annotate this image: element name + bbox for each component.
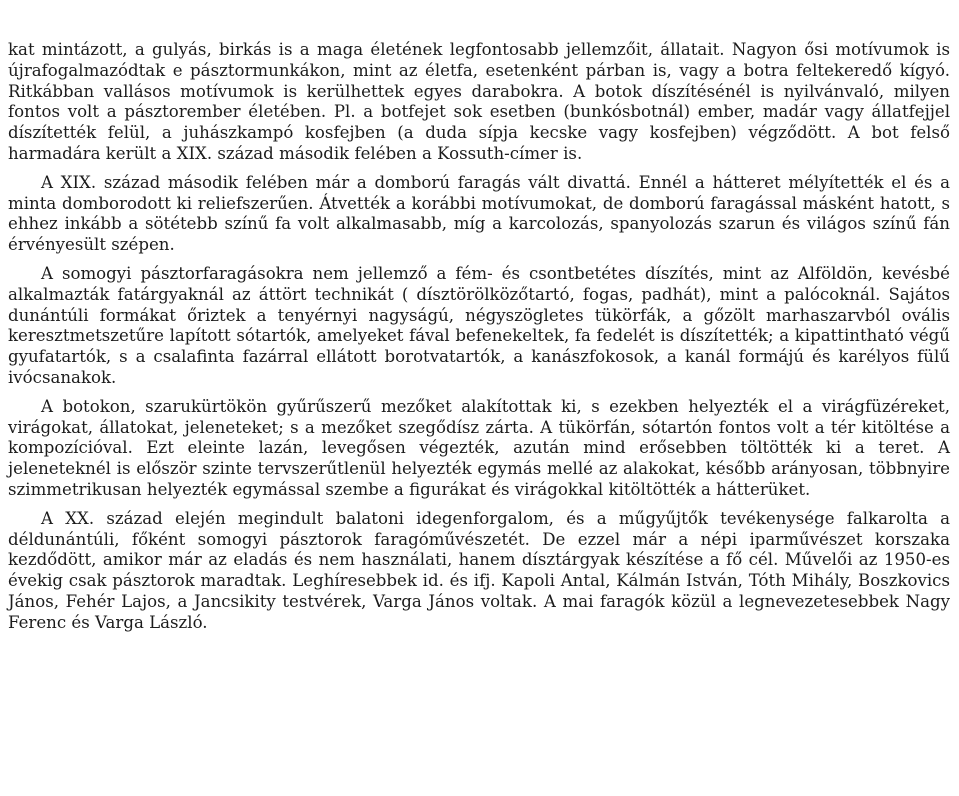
- paragraph-4: A botokon, szarukürtökön gyűrűszerű mezőket alakítottak ki, s ezekben helyezték el a virágfüzéreket, virágokat, állatokat, jeleneteket; s a mezőket szegődísz zárta. A tükörfán, sótartón fontos volt a tér kitöltése a kompozícióval. Ezt eleinte lazán, levegősen végezték, azután mind erősebben töltötték ki a teret. A jeleneteknél is először szinte tervszerűtlenül helyezték egymás mellé az alakokat, később arányosan, többnyire szimmetrikusan helyezték egymással szembe a figurákat és virágokkal kitöltötték a hátterüket.: [8, 396, 950, 499]
- document-page: [8, 40, 950, 634]
- paragraph-1: kat mintázott, a gulyás, birkás is a maga életének legfontosabb jellemzőit, állatait. Nagyon ősi motívumok is újrafogalmazódtak e pásztormunkákon, mint az életfa, esetenként párban is, vagy a botra feltekeredő kígyó. Ritkábban vallásos motívumok is kerülhettek egyes darabokra. A botok díszítésénél is nyilvánvaló, milyen fontos volt a pásztorember életében. Pl. a botfejet sok esetben (bunkósbotnál) ember, madár vagy állatfejjel díszítették felül, a juhászkampó kosfejben (a duda sípja kecske vagy kosfejben) végződött. A bot felső harmadára került a XIX. század második felében a Kossuth-címer is.: [8, 40, 950, 163]
- paragraph-3: A somogyi pásztorfaragásokra nem jellemző a fém- és csontbetétes díszítés, mint az Alföldön, kevésbé alkalmazták fatárgyaknál az áttört technikát ( dísztörölközőtartó, fogas, padhát), mint a palócoknál. Sajátos dunántúli formákat őriztek a tenyérnyi nagyságú, négyszögletes tükörfák, a gőzölt marhaszarvból ovális keresztmetszetűre lapított sótartók, amelyeket fával befenekeltek, fa fedelét is díszítették; a kipattintható végű gyufatartók, s a csalafinta fazárral ellátott borotvatartók, a kanászfokosok, a kanál formájú és karélyos fülű ivócsanakok.: [8, 263, 950, 387]
- paragraph-2: A XIX. század második felében már a domború faragás vált divattá. Ennél a hátteret mélyítették el és a minta domborodott ki reliefszerűen. Átvették a korábbi motívumokat, de domború faragással másként hatott, s ehhez inkább a sötétebb színű fa volt alkalmasabb, míg a karcolozás, spanyolozás szarun és világos színű fán érvényesült szépen.: [8, 172, 950, 255]
- paragraph-5: A XX. század elején megindult balatoni idegenforgalom, és a műgyűjtők tevékenysége falkarolta a déldunántúli, főként somogyi pásztorok faragóművészetét. De ezzel már a népi iparművészet korszaka kezdődött, amikor már az eladás és nem használati, hanem dísztárgyak készítése a fő cél. Művelői az 1950-es évekig csak pásztorok maradtak. Leghíresebbek id. és ifj. Kapoli Antal, Kálmán István, Tóth Mihály, Boszkovics János, Fehér Lajos, a Jancsikity testvérek, Varga János voltak. A mai faragók közül a legnevezetesebbek Nagy Ferenc és Varga László.: [8, 508, 950, 632]
